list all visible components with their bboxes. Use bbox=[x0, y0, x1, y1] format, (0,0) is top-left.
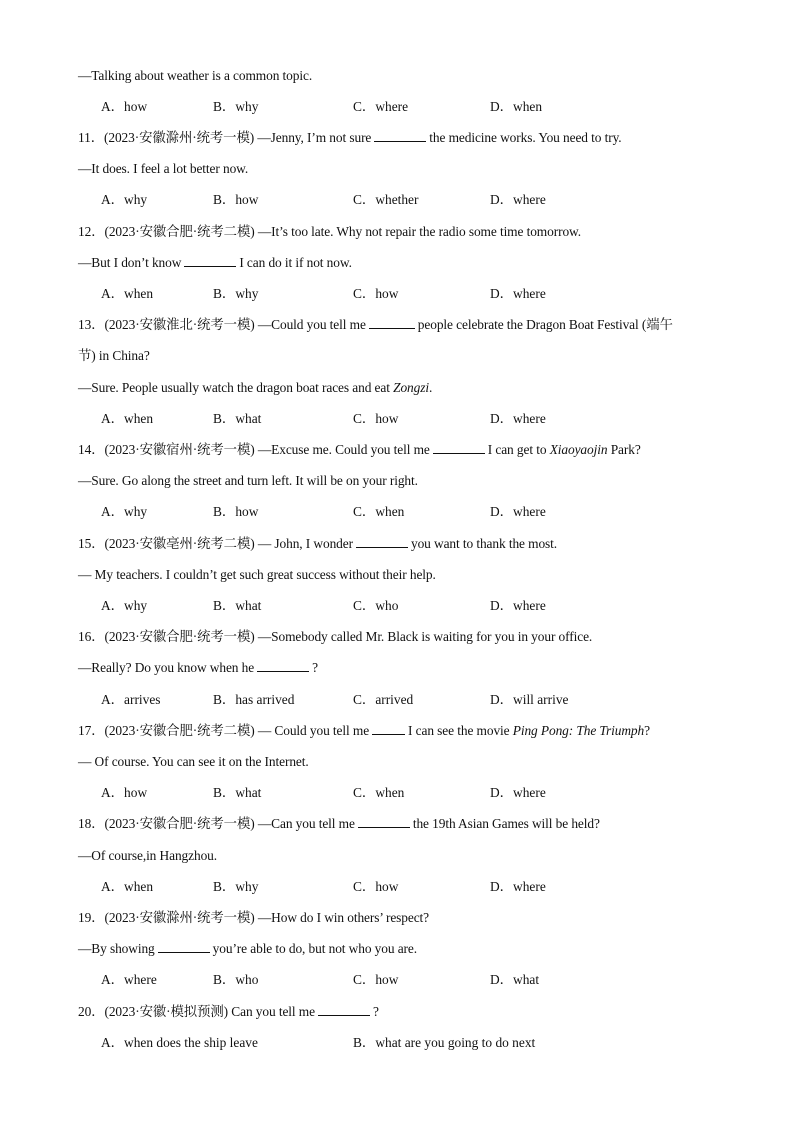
question-text: 20．(2023·安徽·模拟预测) Can you tell me bbox=[78, 1004, 315, 1019]
option-a[interactable]: A．when does the ship leave bbox=[101, 1035, 258, 1050]
option-b[interactable]: B．what are you going to do next bbox=[353, 1035, 536, 1050]
text: —Of course,in Hangzhou. bbox=[78, 848, 218, 863]
question-text: I can get to bbox=[487, 442, 550, 457]
question-text: 13．(2023·安徽淮北·统考一模) —Could you tell me bbox=[78, 317, 366, 332]
text: —It does. I feel a lot better now. bbox=[78, 161, 249, 176]
option-b[interactable]: B．what bbox=[213, 598, 262, 613]
text: —Really? Do you know when he bbox=[78, 660, 255, 675]
option-a[interactable]: A．when bbox=[101, 286, 154, 301]
option-d[interactable]: D．when bbox=[490, 99, 543, 114]
option-b[interactable]: B．who bbox=[213, 972, 259, 987]
text: ? bbox=[312, 660, 318, 675]
question-13 bbox=[78, 316, 673, 334]
question-text: 19．(2023·安徽滁州·统考一模) —How do I win others’ respect? bbox=[78, 910, 430, 925]
text: —Sure. Go along the street and turn left. It will be on your right. bbox=[78, 473, 418, 488]
question-13-reply bbox=[78, 379, 432, 397]
option-a[interactable]: A．why bbox=[101, 192, 148, 207]
question-16 bbox=[78, 628, 592, 646]
option-a[interactable]: A．where bbox=[101, 972, 157, 987]
answer-blank bbox=[372, 722, 405, 735]
option-d[interactable]: D．where bbox=[490, 192, 546, 207]
answer-blank bbox=[358, 815, 410, 828]
answer-blank bbox=[318, 1003, 370, 1016]
text: —By showing bbox=[78, 941, 155, 956]
question-text: I can see the movie bbox=[408, 723, 513, 738]
question-19 bbox=[78, 909, 429, 927]
text: —But I don’t know bbox=[78, 255, 182, 270]
question-18-reply bbox=[78, 847, 217, 865]
option-b[interactable]: B．why bbox=[213, 286, 259, 301]
option-b[interactable]: B．how bbox=[213, 192, 259, 207]
option-b[interactable]: B．why bbox=[213, 99, 259, 114]
question-16-reply bbox=[78, 659, 318, 677]
answer-blank bbox=[369, 316, 415, 329]
option-d[interactable]: D．where bbox=[490, 879, 546, 894]
question-text: 14．(2023·安徽宿州·统考一模) —Excuse me. Could you tell me bbox=[78, 442, 430, 457]
answer-blank bbox=[184, 254, 236, 267]
option-c[interactable]: C．how bbox=[353, 411, 399, 426]
option-c[interactable]: C．where bbox=[353, 99, 409, 114]
text: I can do it if not now. bbox=[239, 255, 352, 270]
option-a[interactable]: A．how bbox=[101, 785, 148, 800]
text-italic: Zongzi bbox=[393, 380, 429, 395]
answer-blank bbox=[356, 535, 408, 548]
option-b[interactable]: B．what bbox=[213, 411, 262, 426]
option-b[interactable]: B．what bbox=[213, 785, 262, 800]
question-text: 16．(2023·安徽合肥·统考一模) —Somebody called Mr. Black is waiting for you in your office. bbox=[78, 629, 593, 644]
text: . bbox=[428, 380, 433, 395]
question-text: 17．(2023·安徽合肥·统考二模) — Could you tell me bbox=[78, 723, 370, 738]
text-italic: Ping Pong: The Triumph bbox=[512, 723, 645, 738]
option-c[interactable]: C．how bbox=[353, 972, 399, 987]
question-text: 18．(2023·安徽合肥·统考一模) —Can you tell me bbox=[78, 816, 355, 831]
option-d[interactable]: D．what bbox=[490, 972, 540, 987]
question-20 bbox=[78, 1003, 379, 1021]
question-15 bbox=[78, 535, 557, 553]
option-d[interactable]: D．where bbox=[490, 286, 546, 301]
text: —Talking about weather is a common topic. bbox=[78, 68, 313, 83]
question-18 bbox=[78, 815, 600, 833]
question-text: 节) in China? bbox=[78, 348, 150, 363]
option-a[interactable]: A．why bbox=[101, 504, 148, 519]
option-d[interactable]: D．where bbox=[490, 411, 546, 426]
option-b[interactable]: B．why bbox=[213, 879, 259, 894]
option-c[interactable]: C．who bbox=[353, 598, 399, 613]
option-c[interactable]: C．whether bbox=[353, 192, 419, 207]
question-text: Park? bbox=[607, 442, 641, 457]
question-13-cont bbox=[78, 347, 150, 365]
answer-blank bbox=[374, 129, 426, 142]
question-text: people celebrate the Dragon Boat Festival (端午 bbox=[417, 317, 673, 332]
question-text: the medicine works. You need to try. bbox=[429, 130, 622, 145]
option-d[interactable]: D．will arrive bbox=[490, 692, 569, 707]
question-12 bbox=[78, 223, 581, 241]
option-b[interactable]: B．how bbox=[213, 504, 259, 519]
option-a[interactable]: A．when bbox=[101, 411, 154, 426]
question-10-reply bbox=[78, 67, 312, 85]
question-12-reply bbox=[78, 254, 352, 272]
question-text: ? bbox=[372, 1004, 379, 1019]
question-19-reply bbox=[78, 940, 417, 958]
question-14 bbox=[78, 441, 641, 459]
option-a[interactable]: A．when bbox=[101, 879, 154, 894]
text-italic: Xiaoyaojin bbox=[549, 442, 608, 457]
answer-blank bbox=[257, 659, 309, 672]
text: you’re able to do, but not who you are. bbox=[212, 941, 418, 956]
question-text: 11．(2023·安徽滁州·统考一模) —Jenny, I’m not sure bbox=[78, 130, 372, 145]
option-c[interactable]: C．when bbox=[353, 785, 405, 800]
option-b[interactable]: B．has arrived bbox=[213, 692, 295, 707]
option-a[interactable]: A．arrives bbox=[101, 692, 161, 707]
question-14-reply bbox=[78, 472, 418, 490]
text: — My teachers. I couldn’t get such great success without their help. bbox=[78, 567, 436, 582]
option-c[interactable]: C．how bbox=[353, 879, 399, 894]
question-11-reply bbox=[78, 160, 248, 178]
option-d[interactable]: D．where bbox=[490, 785, 546, 800]
option-a[interactable]: A．why bbox=[101, 598, 148, 613]
question-text: the 19th Asian Games will be held? bbox=[412, 816, 600, 831]
question-17 bbox=[78, 722, 650, 740]
question-text: you want to thank the most. bbox=[410, 536, 558, 551]
option-c[interactable]: C．when bbox=[353, 504, 405, 519]
question-15-reply bbox=[78, 566, 436, 584]
option-a[interactable]: A．how bbox=[101, 99, 148, 114]
question-17-reply bbox=[78, 753, 309, 771]
question-text: 12．(2023·安徽合肥·统考二模) —It’s too late. Why not repair the radio some time tomorrow. bbox=[78, 224, 581, 239]
question-text: ? bbox=[644, 723, 650, 738]
answer-blank bbox=[158, 940, 210, 953]
text: —Sure. People usually watch the dragon boat races and eat bbox=[78, 380, 394, 395]
question-text: 15．(2023·安徽亳州·统考二模) — John, I wonder bbox=[78, 536, 353, 551]
answer-blank bbox=[433, 441, 485, 454]
option-c[interactable]: C．arrived bbox=[353, 692, 414, 707]
option-d[interactable]: D．where bbox=[490, 598, 546, 613]
option-c[interactable]: C．how bbox=[353, 286, 399, 301]
option-d[interactable]: D．where bbox=[490, 504, 546, 519]
text: — Of course. You can see it on the Internet. bbox=[78, 754, 309, 769]
question-11 bbox=[78, 129, 622, 147]
